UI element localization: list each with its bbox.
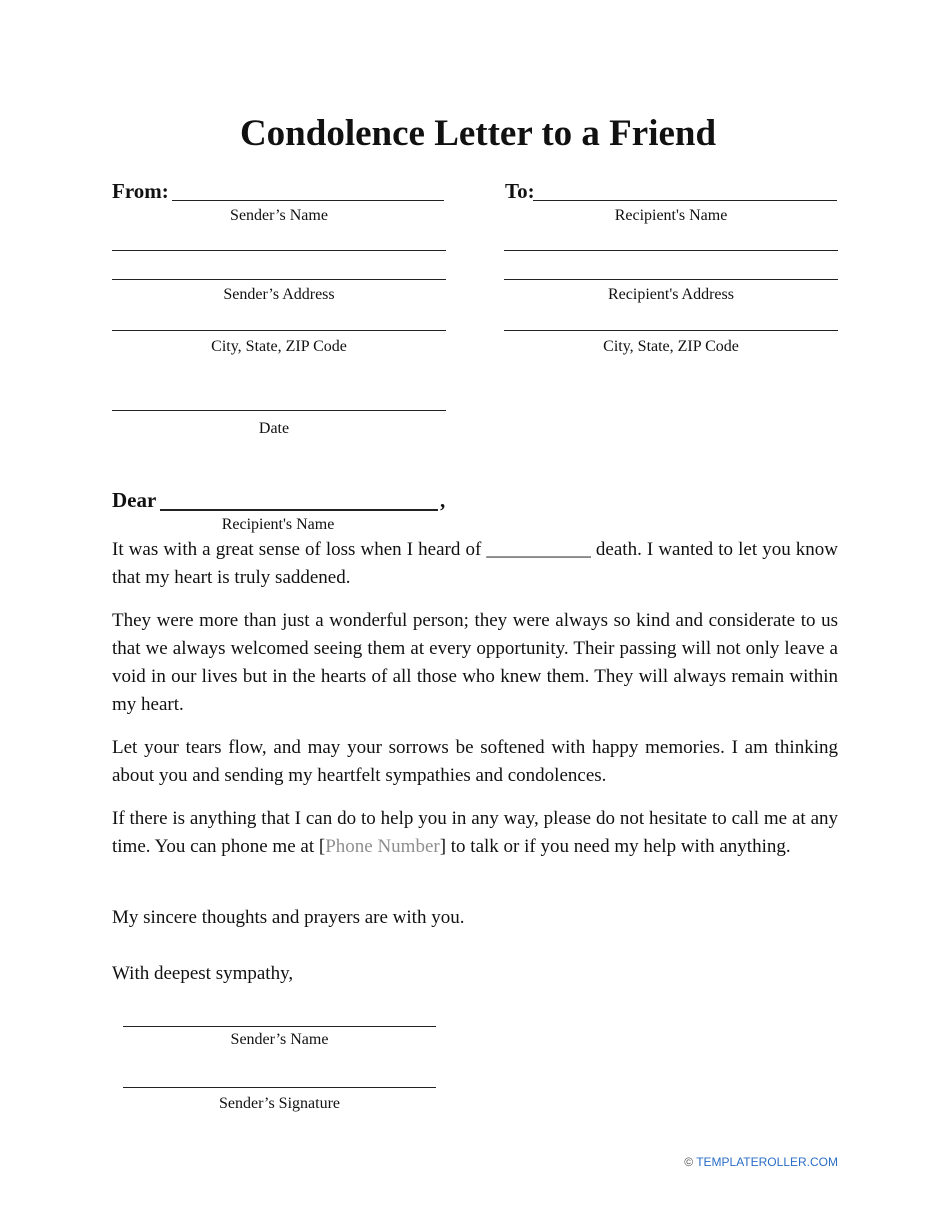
document-title: Condolence Letter to a Friend bbox=[239, 113, 717, 154]
date-caption: Date bbox=[258, 420, 290, 437]
sender-address-caption: Sender’s Address bbox=[223, 286, 335, 303]
recipient-name-caption: Recipient's Name bbox=[614, 207, 728, 224]
signature-name-caption: Sender’s Name bbox=[230, 1031, 329, 1048]
paragraph-3: Let your tears flow, and may your sorrows be softened with happy memories. I am thinking about you and sending my heartfelt sympathies and condolences. bbox=[112, 737, 838, 786]
sender-city-caption: City, State, ZIP Code bbox=[211, 338, 347, 355]
dear-recipient-line[interactable] bbox=[160, 509, 438, 511]
recipient-city-line[interactable] bbox=[504, 330, 838, 331]
paragraph-2: They were more than just a wonderful person; they were always so kind and considerate to us that we always welcomed seeing them at every opportunity. Their passing will not only leave a void in our lives but in the hearts of all those who knew them. They will always remain within my heart. bbox=[112, 610, 838, 715]
recipient-city-caption: City, State, ZIP Code bbox=[603, 338, 739, 355]
signature-name-line[interactable] bbox=[123, 1026, 436, 1027]
closing-line: With deepest sympathy, bbox=[112, 963, 294, 984]
sender-address-line-1[interactable] bbox=[112, 250, 446, 251]
paragraph-4 bbox=[112, 805, 838, 861]
sender-name-caption: Sender’s Name bbox=[230, 207, 328, 224]
paragraph-1: It was with a great sense of loss when I heard of ___________ death. I wanted to let you know that my heart is truly saddened. bbox=[112, 539, 838, 588]
signature-line[interactable] bbox=[123, 1087, 436, 1088]
paragraph-4-text-after: ] to talk or if you need my help with anything. bbox=[439, 836, 791, 857]
paragraph-4-text-before: If there is anything that I can do to help you in any way, please do not hesitate to call me at any time. You can phone me at [ bbox=[112, 808, 838, 857]
dear-comma: , bbox=[440, 488, 446, 512]
paragraph-5: My sincere thoughts and prayers are with you. bbox=[112, 907, 465, 928]
copyright-text: © bbox=[684, 1155, 697, 1169]
recipient-address-line-2[interactable] bbox=[504, 279, 838, 280]
sender-address-line-2[interactable] bbox=[112, 279, 446, 280]
recipient-address-line-1[interactable] bbox=[504, 250, 838, 251]
templateroller-link[interactable]: TEMPLATEROLLER.COM bbox=[696, 1155, 838, 1169]
date-line[interactable] bbox=[112, 410, 446, 411]
sender-name-line[interactable] bbox=[172, 200, 444, 201]
recipient-address-caption: Recipient's Address bbox=[608, 286, 734, 303]
phone-number-placeholder[interactable]: Phone Number bbox=[325, 836, 440, 857]
dear-label: Dear bbox=[112, 488, 157, 512]
recipient-name-line[interactable] bbox=[533, 200, 837, 201]
footer-credit bbox=[684, 1155, 838, 1169]
to-label: To: bbox=[505, 179, 535, 203]
from-label: From: bbox=[112, 179, 169, 203]
dear-recipient-caption: Recipient's Name bbox=[221, 516, 335, 533]
sender-city-line[interactable] bbox=[112, 330, 446, 331]
signature-caption: Sender’s Signature bbox=[218, 1095, 340, 1112]
